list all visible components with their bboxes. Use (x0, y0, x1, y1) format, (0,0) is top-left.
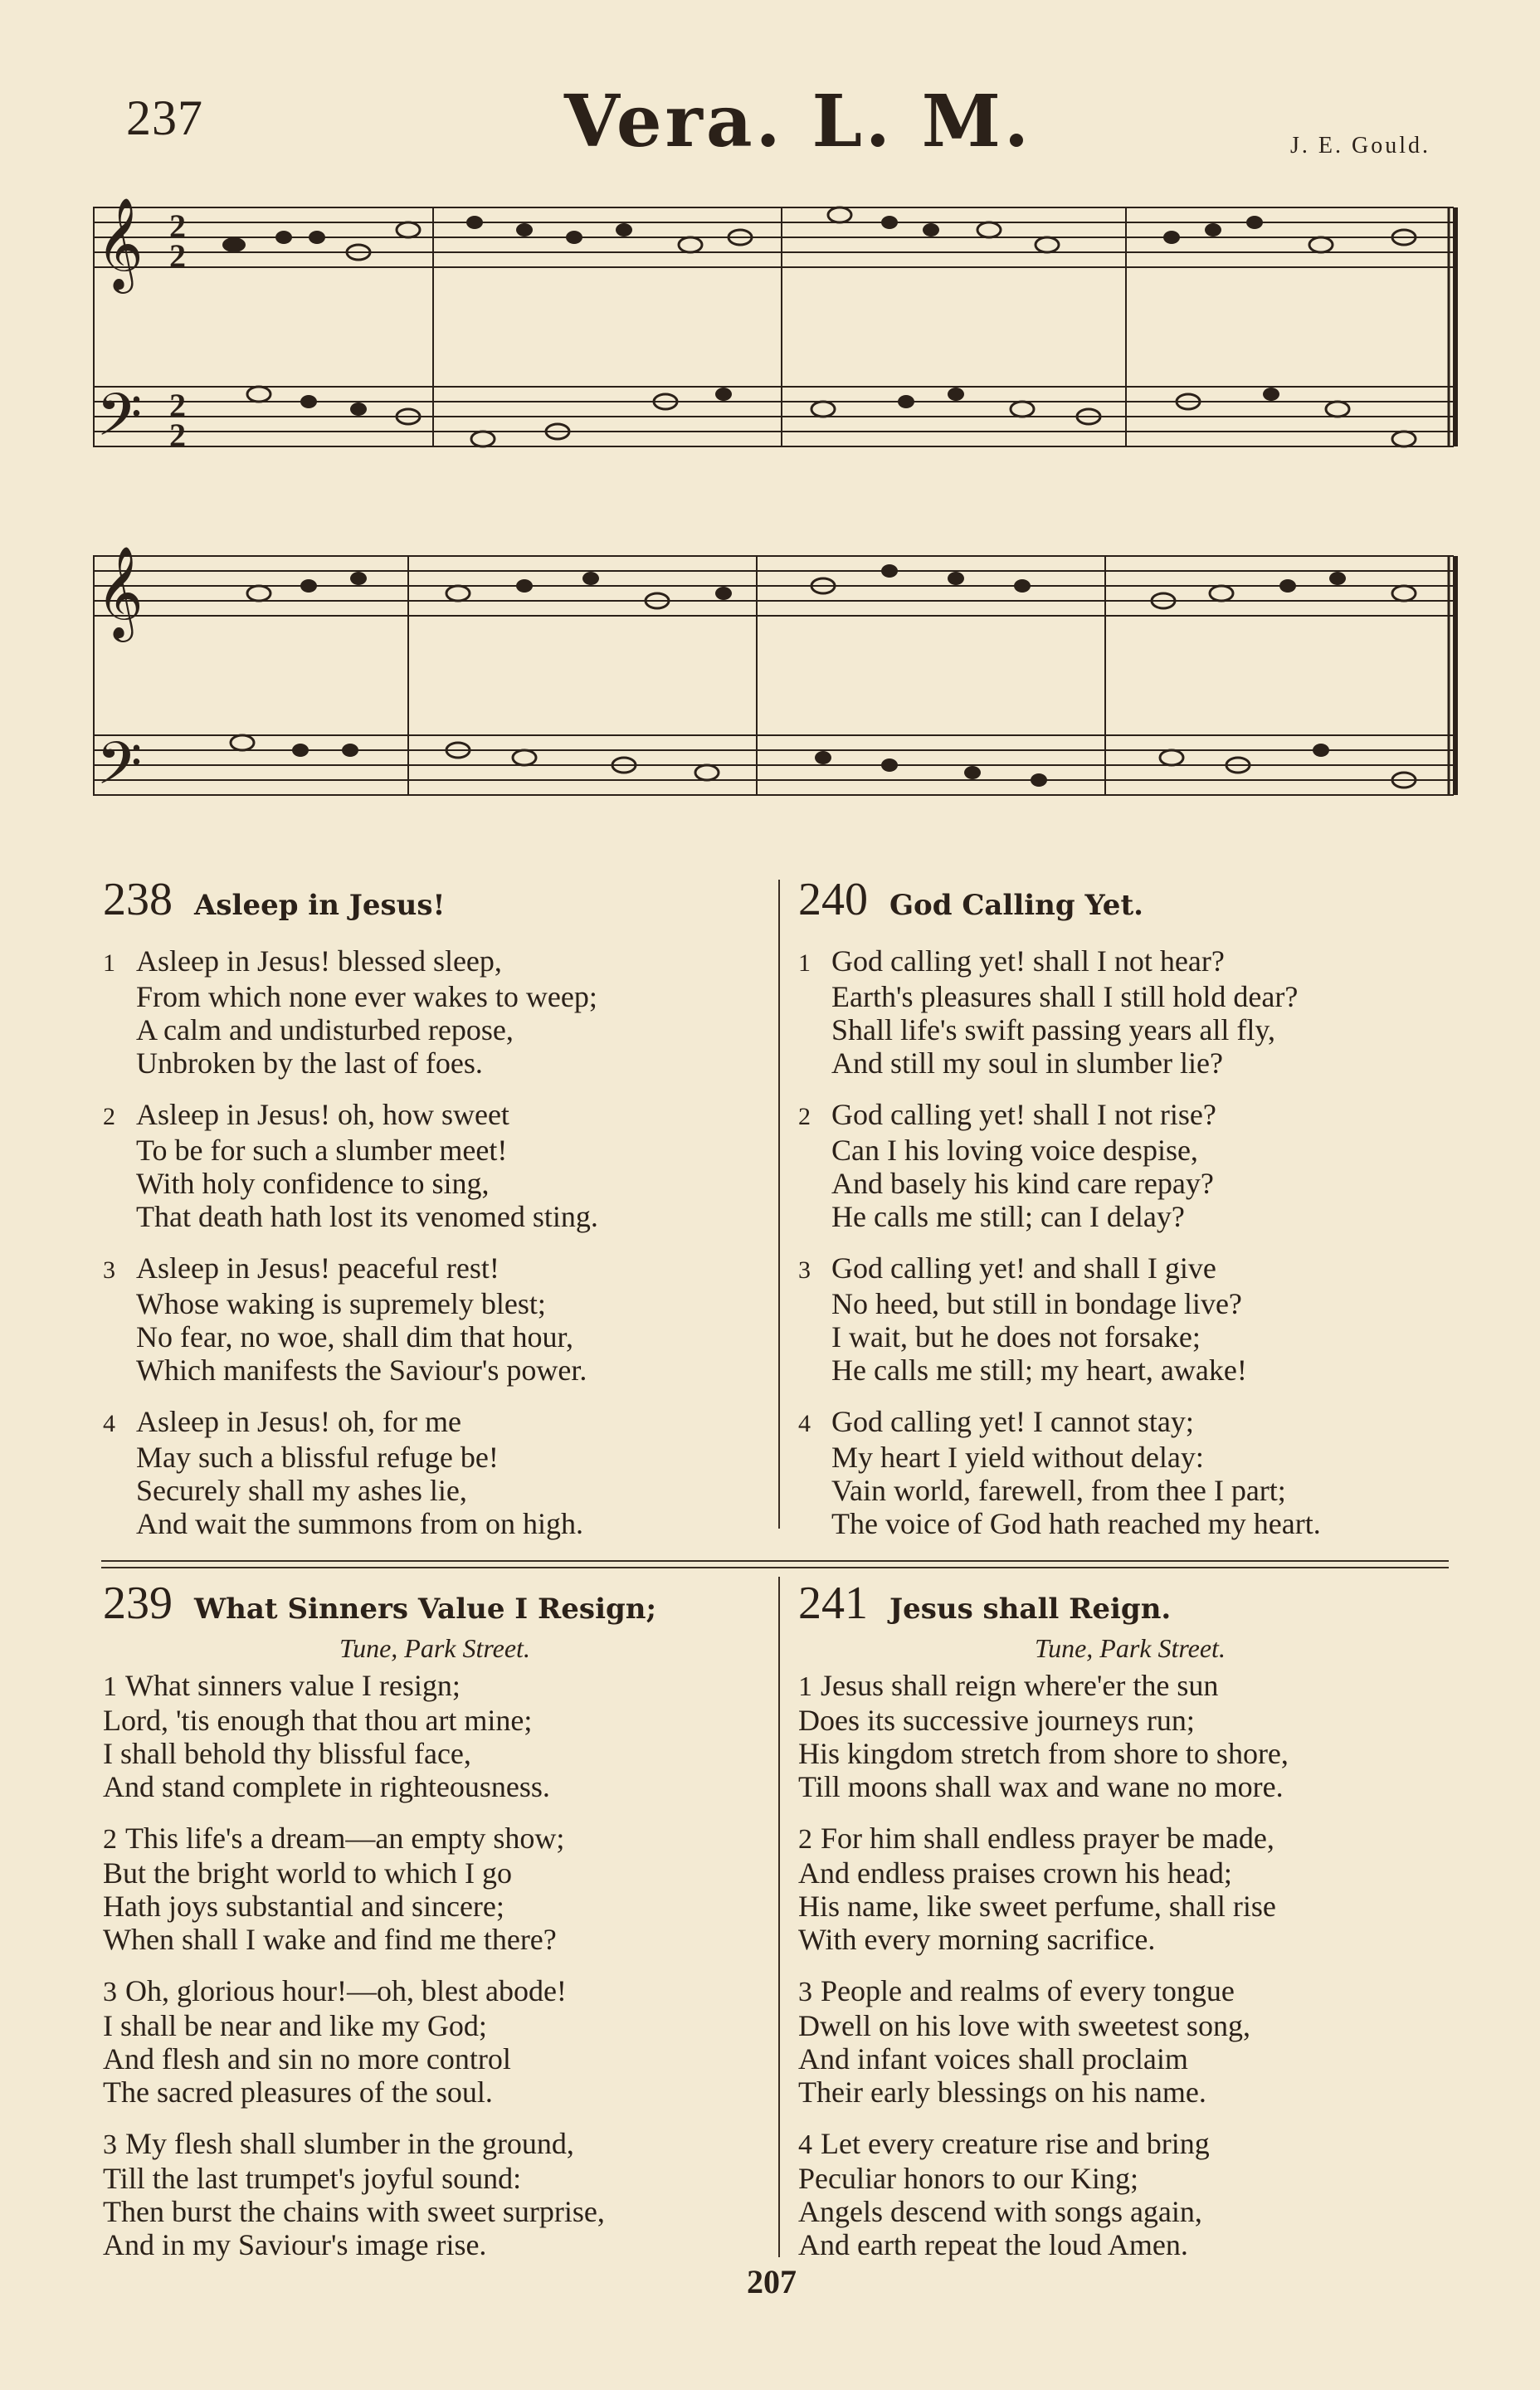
hymn-number: 241 (798, 1578, 868, 1629)
verse: 3 People and realms of every tongue Dwell on his love with sweetest song, And infant voices shall proclaim Their early blessings on his name. (798, 1974, 1250, 2109)
hymn-241 (798, 1577, 1462, 2261)
verse: 1 God calling yet! shall I not hear? Earth's pleasures shall I still hold dear? Shall life's swift passing years all fly, And still my soul in slumber lie? (798, 944, 1299, 1080)
hymn-title: Jesus shall Reign. (889, 1593, 1172, 1626)
column-divider (778, 880, 780, 1529)
verse: 4 God calling yet! I cannot stay; My heart I yield without delay: Vain world, farewell, from thee I part; The voice of God hath reached my heart. (798, 1405, 1321, 1540)
page-number: 207 (747, 2263, 797, 2300)
verse: 3 Oh, glorious hour!—oh, blest abode! I shall be near and like my God; And flesh and sin no more control The sacred pleasures of the soul. (103, 1974, 567, 2109)
bass-clef-icon: 𝄢 (96, 383, 143, 462)
hymn-239 (103, 1577, 767, 2261)
svg-text:2: 2 (169, 207, 186, 245)
treble-clef-icon: 𝄞 (96, 199, 144, 288)
verse: 2 For him shall endless prayer be made, And endless praises crown his head; His name, like sweet perfume, shall rise With every morning sacrifice. (798, 1822, 1276, 1956)
verse: 1 Asleep in Jesus! blessed sleep, From which none ever wakes to weep; A calm and undisturbed repose, Unbroken by the last of foes. (103, 944, 597, 1080)
verse: 1 What sinners value I resign; Lord, 'tis enough that thou art mine; I shall behold thy blissful face, And stand complete in righteousness. (103, 1669, 550, 1803)
svg-text:2: 2 (169, 237, 186, 275)
tune-reference: Tune, Park Street. (1035, 1633, 1226, 1663)
verse: 2 God calling yet! shall I not rise? Can I his loving voice despise, And basely his kind care repay? He calls me still; can I delay? (798, 1098, 1216, 1233)
svg-text:2: 2 (169, 417, 186, 454)
verse: 4 Let every creature rise and bring Peculiar honors to our King; Angels descend with songs again, And earth repeat the loud Amen. (798, 2127, 1210, 2261)
column-divider (778, 1577, 780, 2257)
staff-system-1 (93, 191, 1460, 506)
music-system-1 (93, 191, 1460, 506)
hymn-238 (103, 873, 767, 1540)
verse: 1 Jesus shall reign where'er the sun Does its successive journeys run; His kingdom stretch from shore to shore, Till moons shall wax and wane no more. (798, 1669, 1289, 1803)
hymn-title: What Sinners Value I Resign; (194, 1593, 657, 1626)
verse: 4 Asleep in Jesus! oh, for me May such a blissful refuge be! Securely shall my ashes lie, And wait the summons from on high. (103, 1405, 583, 1540)
verse: 3 God calling yet! and shall I give No heed, but still in bondage live? I wait, but he does not forsake; He calls me still; my heart, awake! (798, 1251, 1247, 1387)
section-rule (101, 1567, 1449, 1568)
verse: 3 My flesh shall slumber in the ground, Till the last trumpet's joyful sound: Then burst the chains with sweet surprise, And in my Saviour's image rise. (103, 2127, 605, 2261)
tune-reference: Tune, Park Street. (339, 1633, 530, 1663)
hymn-title: Asleep in Jesus! (194, 889, 446, 922)
staff-system-2 (93, 539, 1460, 855)
music-system-2 (93, 539, 1460, 855)
composer: J. E. Gould. (1290, 133, 1430, 159)
verse: 2 Asleep in Jesus! oh, how sweet To be for such a slumber meet! With holy confidence to sing, That death hath lost its venomed sting. (103, 1098, 598, 1233)
section-rule (101, 1560, 1449, 1562)
verse: 3 Asleep in Jesus! peaceful rest! Whose waking is supremely blest; No fear, no woe, shall dim that hour, Which manifests the Saviour's power. (103, 1251, 587, 1387)
tune-title: Vera. L. M. (564, 80, 1032, 163)
hymn-number-237: 237 (126, 90, 203, 145)
hymn-240 (798, 873, 1462, 1540)
verse: 2 This life's a dream—an empty show; But the bright world to which I go Hath joys substantial and sincere; When shall I wake and find me there? (103, 1822, 565, 1956)
treble-clef-icon: 𝄞 (96, 548, 144, 637)
hymn-number: 238 (103, 874, 173, 925)
hymn-number: 240 (798, 874, 868, 925)
svg-text:2: 2 (169, 387, 186, 424)
hymn-number: 239 (103, 1578, 173, 1629)
hymn-title: God Calling Yet. (889, 889, 1143, 922)
bass-clef-icon: 𝄢 (96, 731, 143, 811)
